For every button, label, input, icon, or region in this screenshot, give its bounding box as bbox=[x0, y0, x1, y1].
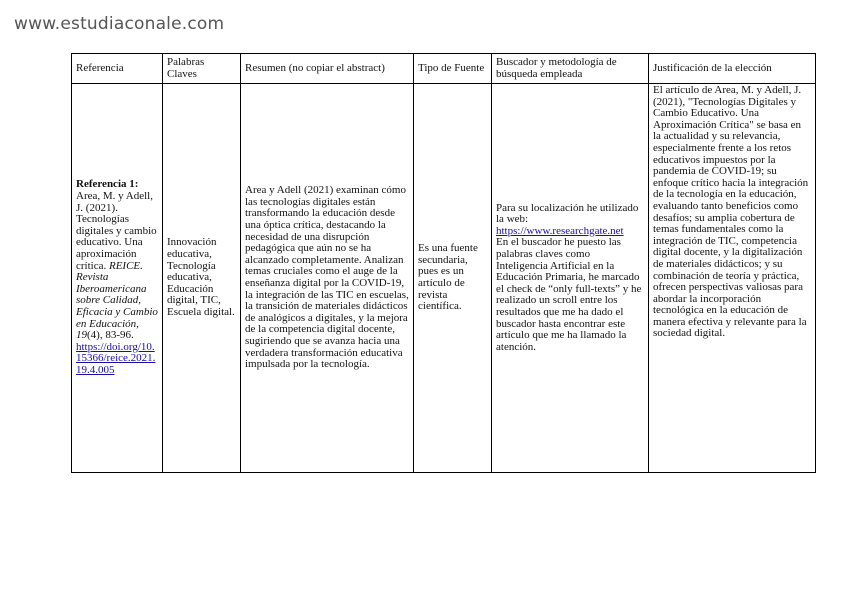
cell-methodology bbox=[492, 84, 649, 473]
watermark-text: www.estudiaconale.com bbox=[14, 14, 225, 34]
cell-justification bbox=[649, 84, 816, 473]
header-keywords: Palabras Claves bbox=[163, 54, 241, 84]
reference-journal: REICE. Revista Iberoamericana sobre Calidad, Eficacia y Cambio en Educación, bbox=[76, 259, 158, 330]
header-summary: Resumen (no copiar el abstract) bbox=[241, 54, 414, 84]
cell-summary bbox=[241, 84, 414, 473]
reference-authors: Area, M. y Adell, J. (2021). Tecnologías digitales y cambio educativo. Una aproximación crítica. bbox=[76, 190, 157, 272]
researchgate-link[interactable]: https://www.researchgate.net bbox=[496, 224, 624, 237]
reference-label: Referencia 1: bbox=[76, 178, 139, 191]
summary-text: Area y Adell (2021) examinan cómo las tecnologías digitales están transformando la educación desde una óptica crítica, destacando la necesidad de una disrupción pedagógica que aún no se ha alcanzado completamente. Analizan temas cruciales como el auge de la enseñanza digital por la COVID-19, la integración de las TIC en escuelas, la transición de materiales didácticos de analógicos a digitales, y la mejora de la competencia digital docente, sugiriendo que se avanza hacia una verdadera transformación educativa impulsada por la tecnología. bbox=[245, 184, 409, 371]
table-header-row bbox=[72, 54, 816, 84]
header-source-type: Tipo de Fuente bbox=[414, 54, 492, 84]
cell-reference bbox=[72, 84, 163, 473]
header-justification: Justificación de la elección bbox=[649, 54, 816, 84]
header-methodology: Buscador y metodología de búsqueda empleada bbox=[492, 54, 649, 84]
keywords-text: Innovación educativa, Tecnología educativa, Educación digital, TIC, Escuela digital. bbox=[167, 236, 235, 318]
reference-table bbox=[71, 53, 816, 473]
methodology-text: En el buscador he puesto las palabras claves como Inteligencia Artificial en la Educación Primaria, he marcado el check de “only full-texts” y he realizado un scroll entre los resultados que me ha dado el buscador hasta encontrar este artículo que me ha llamado la atención. bbox=[496, 236, 642, 353]
reference-doi-link[interactable]: https://doi.org/10.15366/reice.2021.19.4.005 bbox=[76, 340, 156, 376]
header-reference: Referencia bbox=[72, 54, 163, 84]
methodology-intro: Para su localización he utilizado la web: bbox=[496, 201, 639, 226]
cell-source-type bbox=[414, 84, 492, 473]
table-row bbox=[72, 84, 816, 473]
reference-issue-pages: (4), 83-96. bbox=[87, 329, 134, 342]
reference-volume: 19 bbox=[76, 329, 87, 342]
justification-text: El artículo de Area, M. y Adell, J. (2021), "Tecnologías Digitales y Cambio Educativo. Una Aproximación Crítica" se basa en la actualidad y su relevancia, especialmente frente a los retos educativos impuestos por la pandemia de COVID-19; su enfoque crítico hacia la integración de la tecnología en la educación, evaluando tanto beneficios como desafíos; su amplia cobertura de temas fundamentales como la integración de TIC, competencia digital docente, y la digitalización de materiales didácticos; y su combinación de teoría y práctica, ofrecen perspectivas valiosas para abordar la incorporación tecnológica en la educación de manera efectiva y relevante para la sociedad digital. bbox=[653, 84, 809, 340]
cell-keywords bbox=[163, 84, 241, 473]
source-type-text: Es una fuente secundaria, pues es un artículo de revista científica. bbox=[418, 242, 478, 313]
